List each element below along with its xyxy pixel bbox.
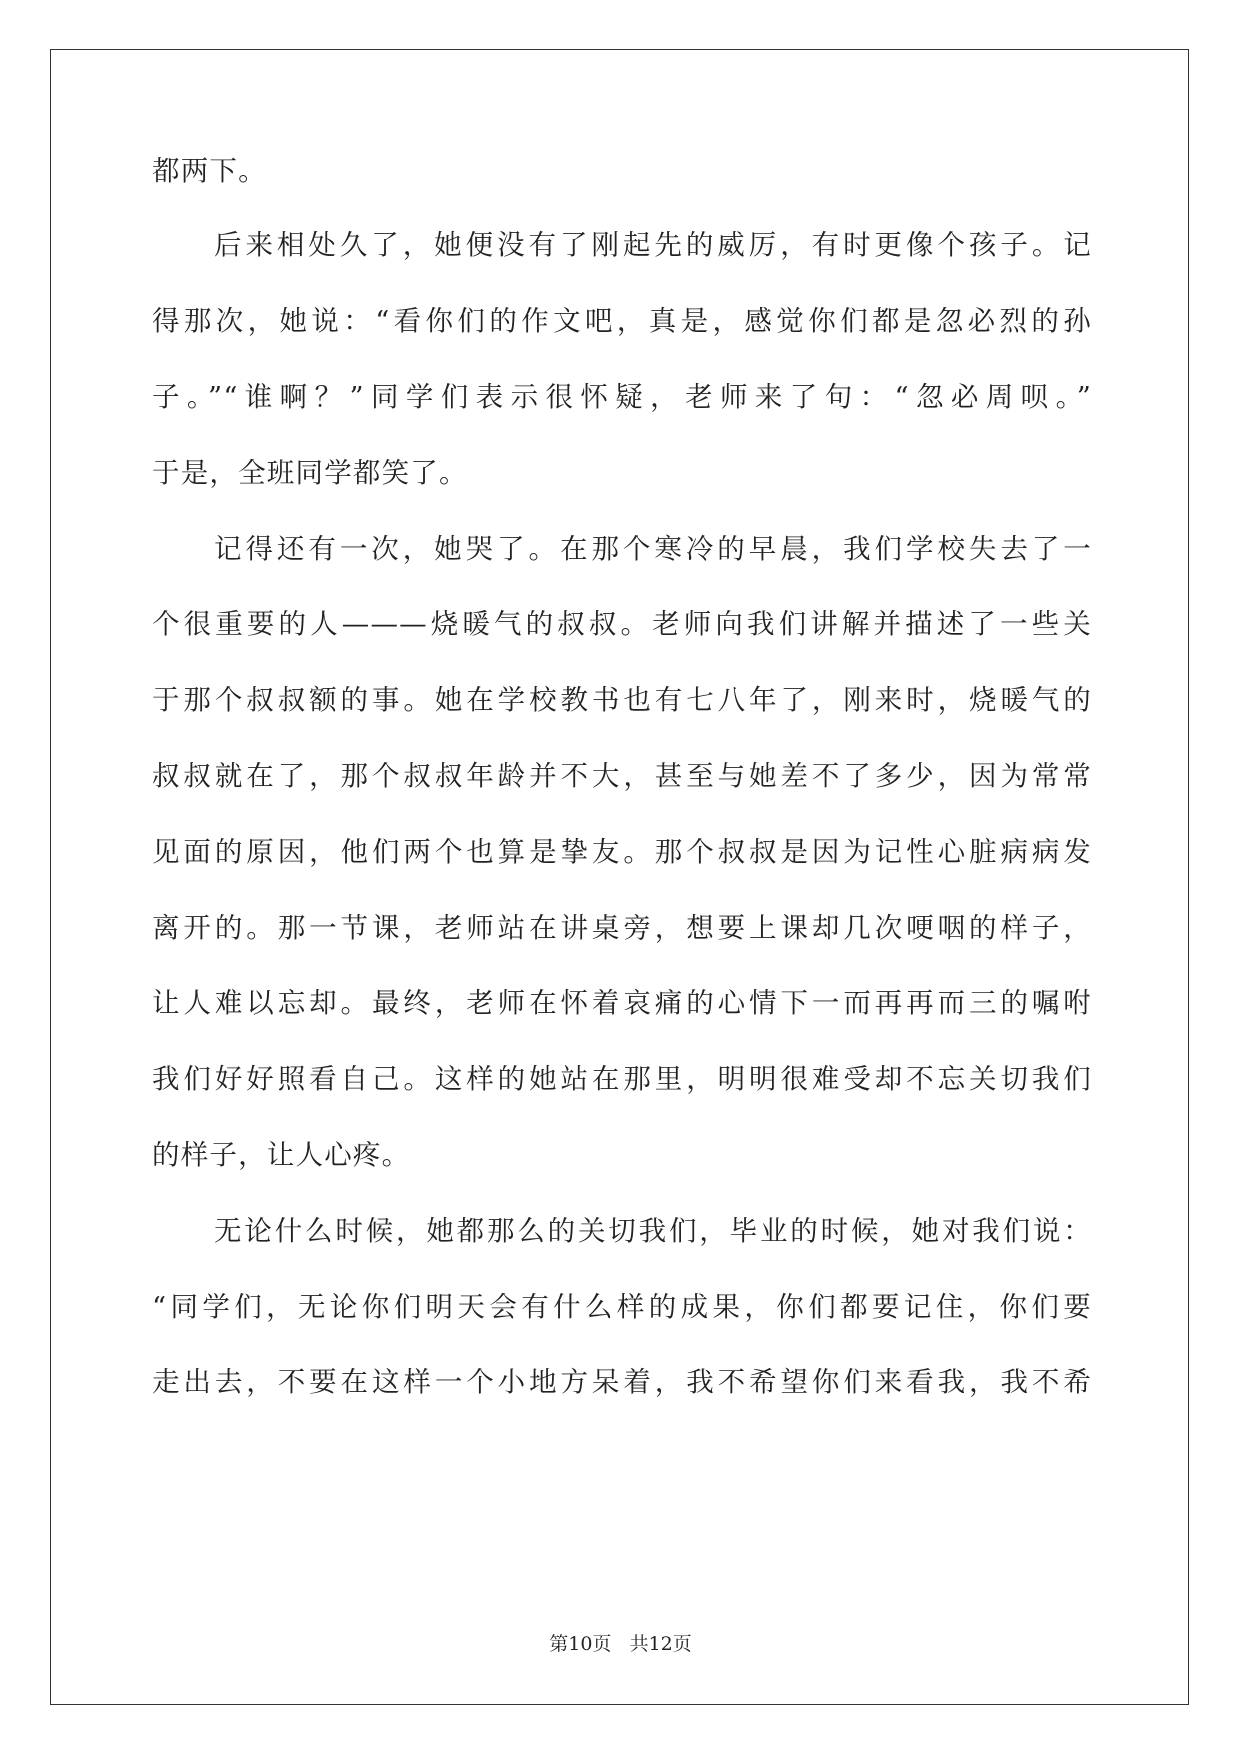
body-line-14: 的样子，让人心疼。 [152, 1139, 411, 1171]
page-total: 共12页 [629, 1633, 692, 1655]
body-line-9: 叔叔就在了，那个叔叔年龄并不大，甚至与她差不了多少，因为常常 [152, 760, 1092, 792]
body-line-1: 都两下。 [152, 155, 267, 187]
page-border [50, 49, 1189, 1705]
body-line-7: 个很重要的人———烧暖气的叔叔。老师向我们讲解并描述了一些关 [152, 608, 1092, 640]
body-line-15: 无论什么时候，她都那么的关切我们，毕业的时候，她对我们说： [214, 1215, 1092, 1247]
body-line-11: 离开的。那一节课，老师站在讲桌旁，想要上课却几次哽咽的样子， [152, 912, 1092, 944]
body-line-5: 于是，全班同学都笑了。 [152, 457, 468, 489]
page-number: 第10页 [549, 1633, 612, 1655]
body-line-6: 记得还有一次，她哭了。在那个寒冷的早晨，我们学校失去了一 [214, 533, 1092, 565]
body-line-16: “同学们，无论你们明天会有什么样的成果，你们都要记住，你们要 [152, 1291, 1092, 1323]
body-line-2: 后来相处久了，她便没有了刚起先的威厉，有时更像个孩子。记 [214, 229, 1092, 261]
body-line-4: 子。”“谁啊？”同学们表示很怀疑，老师来了句：“忽必周呗。” [152, 381, 1092, 413]
page-footer [0, 1632, 1241, 1656]
body-line-12: 让人难以忘却。最终，老师在怀着哀痛的心情下一而再再而三的嘱咐 [152, 987, 1092, 1019]
body-line-8: 于那个叔叔额的事。她在学校教书也有七八年了，刚来时，烧暖气的 [152, 684, 1092, 716]
body-line-3: 得那次，她说：“看你们的作文吧，真是，感觉你们都是忽必烈的孙 [152, 305, 1092, 337]
body-line-13: 我们好好照看自己。这样的她站在那里，明明很难受却不忘关切我们 [152, 1063, 1092, 1095]
body-line-17: 走出去，不要在这样一个小地方呆着，我不希望你们来看我，我不希 [152, 1366, 1092, 1398]
body-line-10: 见面的原因，他们两个也算是挚友。那个叔叔是因为记性心脏病病发 [152, 836, 1092, 868]
